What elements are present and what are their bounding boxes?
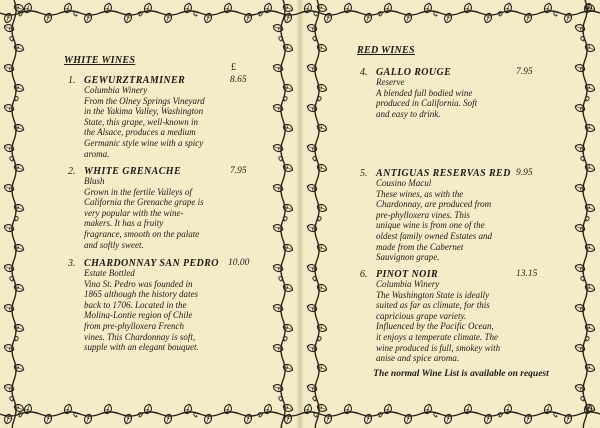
wine-price: 8.65 [230, 75, 247, 85]
wine-name: GEWURZTRAMINER [84, 75, 186, 86]
red-wines-heading: RED WINES [357, 45, 415, 56]
wine-description: Columbia Winery The Washington State is ideally suited as far as climate, for this capricious grape variety. Influenced by the Pacific Ocean, it enjoys a temperate climate. The wine produced is full, smokey with anise and spice aroma. [376, 279, 501, 364]
wine-description: Blush Grown in the fertile Valleys of California the Grenache grape is very popular with the wine- makers. It has a fruity fragrance, smooth on the palate and softly sweet. [84, 176, 204, 250]
wine-item-3 [68, 258, 268, 358]
wine-item-1 [68, 75, 268, 165]
vine-border-top [0, 2, 600, 24]
wine-description: Estate Bottled Vina St. Pedro was founded in 1865 although the history dates back to 1706. Located in the Molina-Lontie region of Chile from pre-phylloxera French vines. This Chardonnay is soft, supple with an elegant bouquet. [84, 268, 199, 353]
wine-name: ANTIGUAS RESERVAS RED [376, 168, 511, 179]
wine-item-2 [68, 166, 268, 258]
white-wines-heading: WHITE WINES [64, 55, 136, 66]
wine-price: 10.00 [228, 258, 250, 268]
wine-number: 3. [68, 258, 76, 269]
wine-item-5 [360, 168, 570, 264]
currency-symbol: £ [231, 62, 236, 73]
vine-border-left [3, 0, 25, 428]
wine-number: 6. [360, 269, 368, 280]
wine-name: CHARDONNAY SAN PEDRO [84, 258, 219, 269]
wine-description: Columbia Winery From the Olney Springs Vineyard in the Yakima Valley, Washington State, this grape, well-known in the Alsace, produces a medium Germanic style wine with a spicy aroma. [84, 85, 205, 159]
wine-number: 2. [68, 166, 76, 177]
wine-list-note: The normal Wine List is available on request [373, 369, 549, 379]
wine-description: Reserve A blended full bodied wine produced in California. Soft and easy to drink. [376, 77, 478, 119]
wine-number: 4. [360, 67, 368, 78]
wine-price: 9.95 [516, 168, 533, 178]
wine-price: 7.95 [230, 166, 247, 176]
vine-border-bottom [0, 402, 600, 426]
wine-name: GALLO ROUGE [376, 67, 452, 78]
wine-number: 1. [68, 75, 76, 86]
wine-description: Cousino Macul These wines, as with the Chardonnay, are produced from pre-phylloxera vines. This unique wine is from one of the oldest family owned Estates and made from the Cabernet Sauvignon grape. [376, 178, 492, 263]
vine-border-center-right [306, 0, 328, 428]
wine-price: 7.95 [516, 67, 533, 77]
vine-border-center-left [272, 0, 294, 428]
vine-border-right [573, 0, 597, 428]
wine-price: 13.15 [516, 269, 538, 279]
wine-name: PINOT NOIR [376, 269, 439, 280]
wine-item-4 [360, 67, 560, 127]
wine-item-6 [360, 269, 570, 369]
wine-name: WHITE GRENACHE [84, 166, 182, 177]
wine-number: 5. [360, 168, 368, 179]
